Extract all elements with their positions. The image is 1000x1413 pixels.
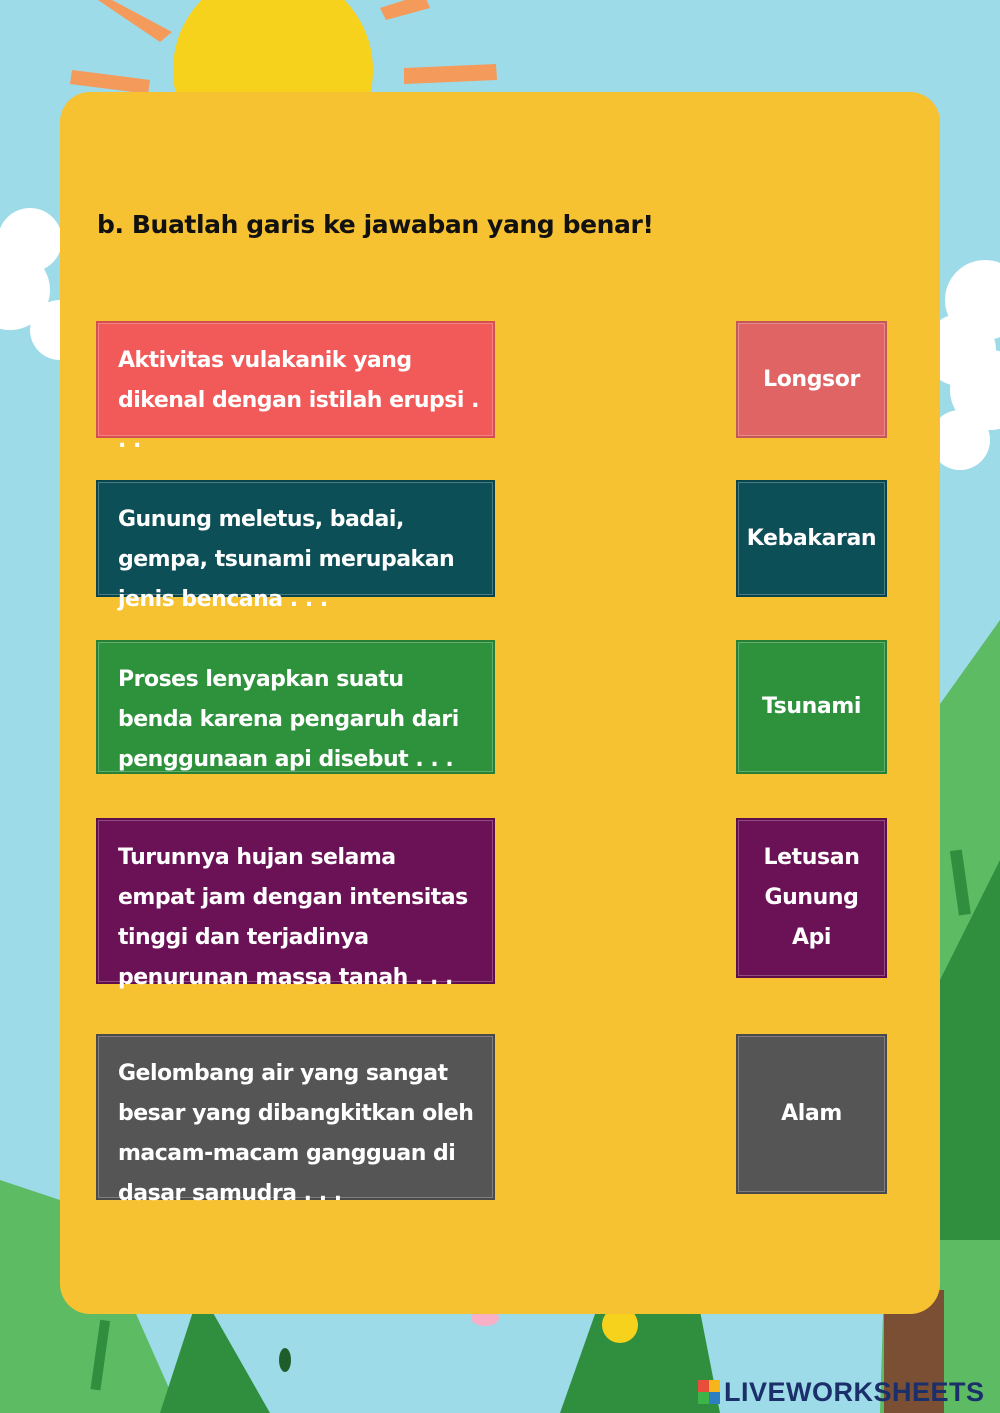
answer-text: Kebakaran [746,525,877,551]
brand-text: LIVEWORKSHEETS [724,1376,985,1407]
question-text: Gelombang air yang sangat besar yang dibangkitkan oleh macam-macam gangguan di dasar samudra . . . [118,1061,474,1206]
answer-box-kebakaran[interactable] [736,480,887,597]
question-box-2[interactable] [96,480,495,612]
question-text: Gunung meletus, badai, gempa, tsunami merupakan jenis bencana . . . [118,507,455,612]
liveworksheets-logo[interactable] [698,1374,985,1410]
question-box-5[interactable] [96,1034,495,1206]
question-box-3[interactable] [96,640,495,774]
brand-mark-icon [698,1380,720,1404]
answer-text: Alam [781,1101,842,1126]
question-text: Aktivitas vulakanik yang dikenal dengan istilah erupsi . . . [118,348,479,453]
answer-box-alam[interactable] [736,1034,887,1194]
instruction-text: b. Buatlah garis ke jawaban yang benar! [97,210,654,239]
answer-box-letusan-gunung-api[interactable] [736,818,887,978]
answer-box-tsunami[interactable] [736,640,887,774]
answer-box-longsor[interactable] [736,321,887,438]
question-box-1[interactable] [96,321,495,453]
question-text: Turunnya hujan selama empat jam dengan intensitas tinggi dan terjadinya penurunan massa tanah . . . [118,845,468,990]
question-text: Proses lenyapkan suatu benda karena pengaruh dari penggunaan api disebut . . . [118,667,459,772]
answer-text: Tsunami [761,694,861,719]
question-box-4[interactable] [96,818,495,990]
answer-text: Letusan Gunung Api [763,845,860,950]
answer-text: Longsor [763,366,860,392]
